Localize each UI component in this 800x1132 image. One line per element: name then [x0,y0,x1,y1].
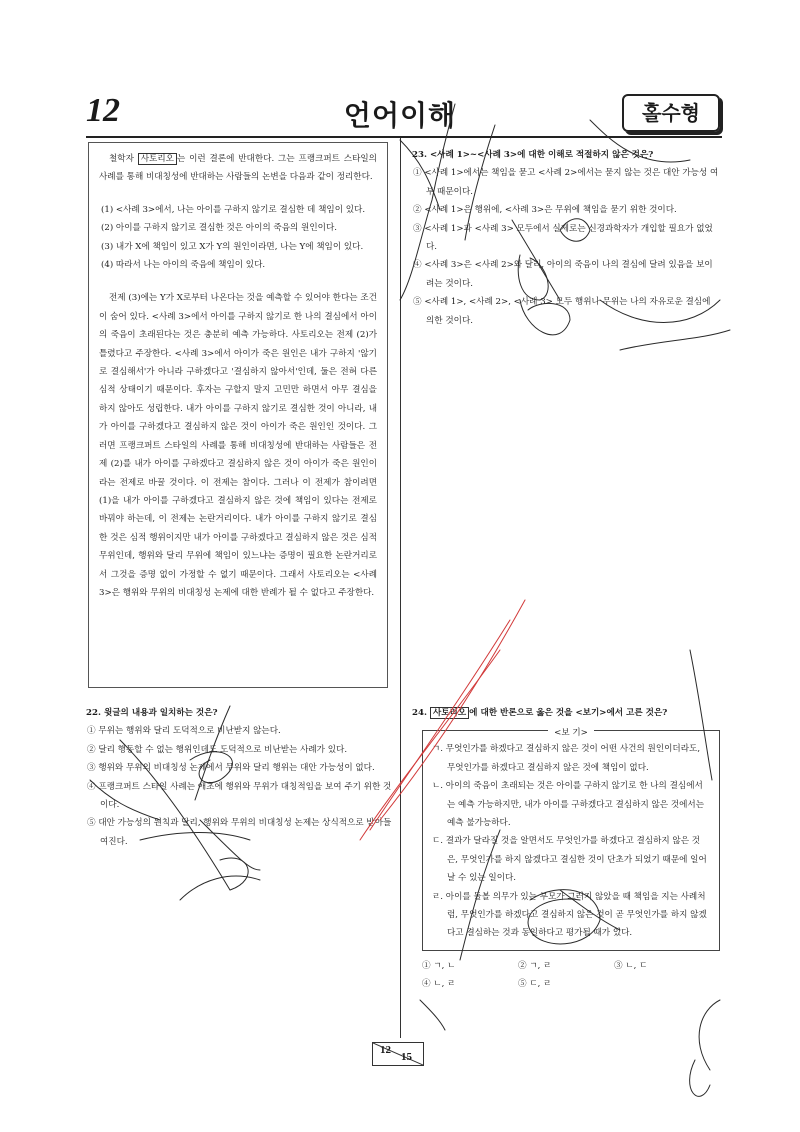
premise-list [99,201,377,275]
premise-item: (2) 아이를 구하지 않기로 결심한 것은 아이의 죽음의 원인이다. [101,223,337,234]
question-stem: 22. 윗글의 내용과 일치하는 것은? [86,708,218,718]
passage-intro: 철학자 사토리오 는 이런 결론에 반대한다. 그는 프랭크퍼트 스타일의 사례를 통해 비대칭성에 반대하는 사람들의 논변을 다음과 같이 정리한다. [99,154,377,183]
answer-option[interactable]: ⑤ ㄷ, ㄹ [518,979,552,990]
subject-title: 언어이해 [343,99,457,132]
page-counter [372,1042,424,1066]
bogi-title: <보 기> [548,728,594,738]
bogi-box [422,730,720,950]
question-24 [412,704,720,994]
answer-options [86,722,392,851]
current-page: 12 [380,1044,391,1056]
question-stem: 23. <사례 1>~<사례 3>에 대한 이해로 적절하지 않은 것은? [412,150,654,160]
answer-options [422,957,720,994]
answer-option[interactable]: ① <사례 1>에서는 책임을 묻고 <사례 2>에서는 묻지 않는 것은 대안 가능성 여부 때문이다. [413,168,719,197]
answer-option[interactable]: ⑤ <사례 1>, <사례 2>, <사례 3> 모두 행위나 무위는 나의 자유로운 결심에 의한 것이다. [413,297,711,326]
premise-item: (4) 따라서 나는 아이의 죽음에 책임이 있다. [101,260,266,271]
answer-option[interactable]: ⑤ 대안 가능성의 원칙과 달리, 행위와 무위의 비대칭성 논제는 상식적으로 받아들여진다. [87,818,392,847]
column-divider [400,138,401,1038]
answer-option[interactable]: ③ ㄴ, ㄷ [614,960,648,971]
answer-option[interactable]: ④ <사례 3>은 <사례 2>와 달리, 아이의 죽음이 나의 결심에 달려 있음을 보이려는 것이다. [413,260,713,289]
bogi-item: ㄹ. 아이를 돌볼 의무가 있는 부모가 그러지 않았을 때 책임을 지는 사례처럼, 무엇인가를 하겠다고 결심하지 않은 것이 곧 무엇인가를 하지 않겠다고 결심하는 것과 동일하다고 평가될 때가 있다. [432,891,707,939]
answer-option[interactable]: ③ 행위와 무위의 비대칭성 논제에서 무위와 달리 행위는 대안 가능성이 없다. [87,763,375,774]
answer-option[interactable]: ④ 프랭크퍼트 스타일 사례는 애초에 행위와 무위가 대칭적임을 보여 주기 위한 것이다. [87,781,392,811]
answer-option[interactable]: ② ㄱ, ㄹ [518,960,552,971]
answer-option[interactable]: ② <사례 1>은 행위에, <사례 3>은 무위에 책임을 묻기 위한 것이다. [413,205,677,216]
answer-option[interactable]: ④ ㄴ, ㄹ [422,979,456,990]
reading-passage [88,142,388,688]
exam-type-badge: 홀수형 [622,94,720,132]
header-rule [86,136,722,138]
philosopher-name-box: 사토리오 [430,707,469,719]
bogi-list [431,740,711,942]
answer-option[interactable]: ① ㄱ, ㄴ [422,960,456,971]
total-pages: 15 [401,1051,412,1063]
answer-option[interactable]: ② 달리 행동할 수 없는 행위인데도 도덕적으로 비난받는 사례가 있다. [87,744,348,755]
question-stem: 24. 사토리오 에 대한 반론으로 옳은 것을 <보기>에서 고른 것은? [412,708,668,718]
bogi-item: ㄴ. 아이의 죽음이 초래되는 것은 아이를 구하지 않기로 한 나의 결심에서는 예측 가능하지만, 내가 아이를 구하겠다고 결심하지 않은 것에서는 예측 불가능하다. [432,781,705,829]
answer-option[interactable]: ① 무위는 행위와 달리 도덕적으로 비난받지 않는다. [87,726,281,737]
premise-item: (3) 내가 X에 책임이 있고 X가 Y의 원인이라면, 나는 Y에 책임이 있다. [101,241,364,252]
premise-item: (1) <사례 3>에서, 나는 아이를 구하지 않기로 결심한 데 책임이 있다. [101,204,366,215]
question-23 [412,146,720,330]
bogi-item: ㄱ. 무엇인가를 하겠다고 결심하지 않은 것이 어떤 사건의 원인이더라도, 무엇인가를 하겠다고 결심하지 않은 것에 책임이 없다. [432,744,701,773]
bogi-item: ㄷ. 결과가 달라질 것을 알면서도 무엇인가를 하겠다고 결심하지 않은 것은, 무엇인가를 하지 않겠다고 결심한 것이 단초가 되었기 때문에 일어날 수 있는 일이다. [432,836,707,884]
passage-body: 전제 (3)에는 Y가 X로부터 나온다는 것을 예측할 수 있어야 한다는 조건이 숨어 있다. <사례 3>에서 아이를 구하지 않기로 한 나의 결심에서 아이의 죽음이 초래된다는 것은 충분히 예측 가능하다. 사토리오는 전제 (2)가 틀렸다고 주장한다. <사례 3>에서 아이가 죽은 원인은 내가 구하지 '않기로 결심해서'가 아니라 구하겠다고 '결심하지 않아서'인데, 둘은 전혀 다른 심적 상태이기 때문이다. 후자는 구할지 말지 고민만 하면서 아무 결심을 하지 않아도 성립한다. 내가 아이를 구하지 않기로 결심한 것이 아니라, 내가 아이를 구하겠다고 결심하지 않은 것이 아이가 죽은 원인인 것이다. 그러면 프랭크퍼트 스타일의 사례를 통해 비대칭성에 반대하는 사람들은 전제 (2)를 내가 아이를 구하겠다고 결심하지 않은 것이 아이가 죽은 원인이라는 전제로 바꿀 것이다. 이 전제는 참이다. 그러나 이 전제가 참이려면 (1)을 내가 아이를 구하겠다고 결심하지 않은 것에 책임이 있다는 전제로 바꿔야 하는데, 이 전제는 논란거리이다. 내가 아이를 구하지 않기로 결심한 것은 심적 행위이지만 내가 아이를 구하겠다고 결심하지 않은 것은 심적 무위인데, 행위와 달리 무위에 책임이 있느냐는 증명이 필요한 논란거리로서 그것을 증명 없이 가정할 수 없기 때문이다. 그래서 사토리오는 <사례 3>은 행위와 무위의 비대칭성 논제에 대한 반례가 될 수 없다고 주장한다. [99,293,377,598]
question-22 [86,704,392,851]
page-number: 12 [86,92,120,129]
answer-options [412,164,720,330]
philosopher-name-box: 사토리오 [138,153,177,165]
answer-option[interactable]: ③ <사례 1>과 <사례 3> 모두에서 실제로는 신경과학자가 개입할 필요가 없었다. [413,223,713,253]
